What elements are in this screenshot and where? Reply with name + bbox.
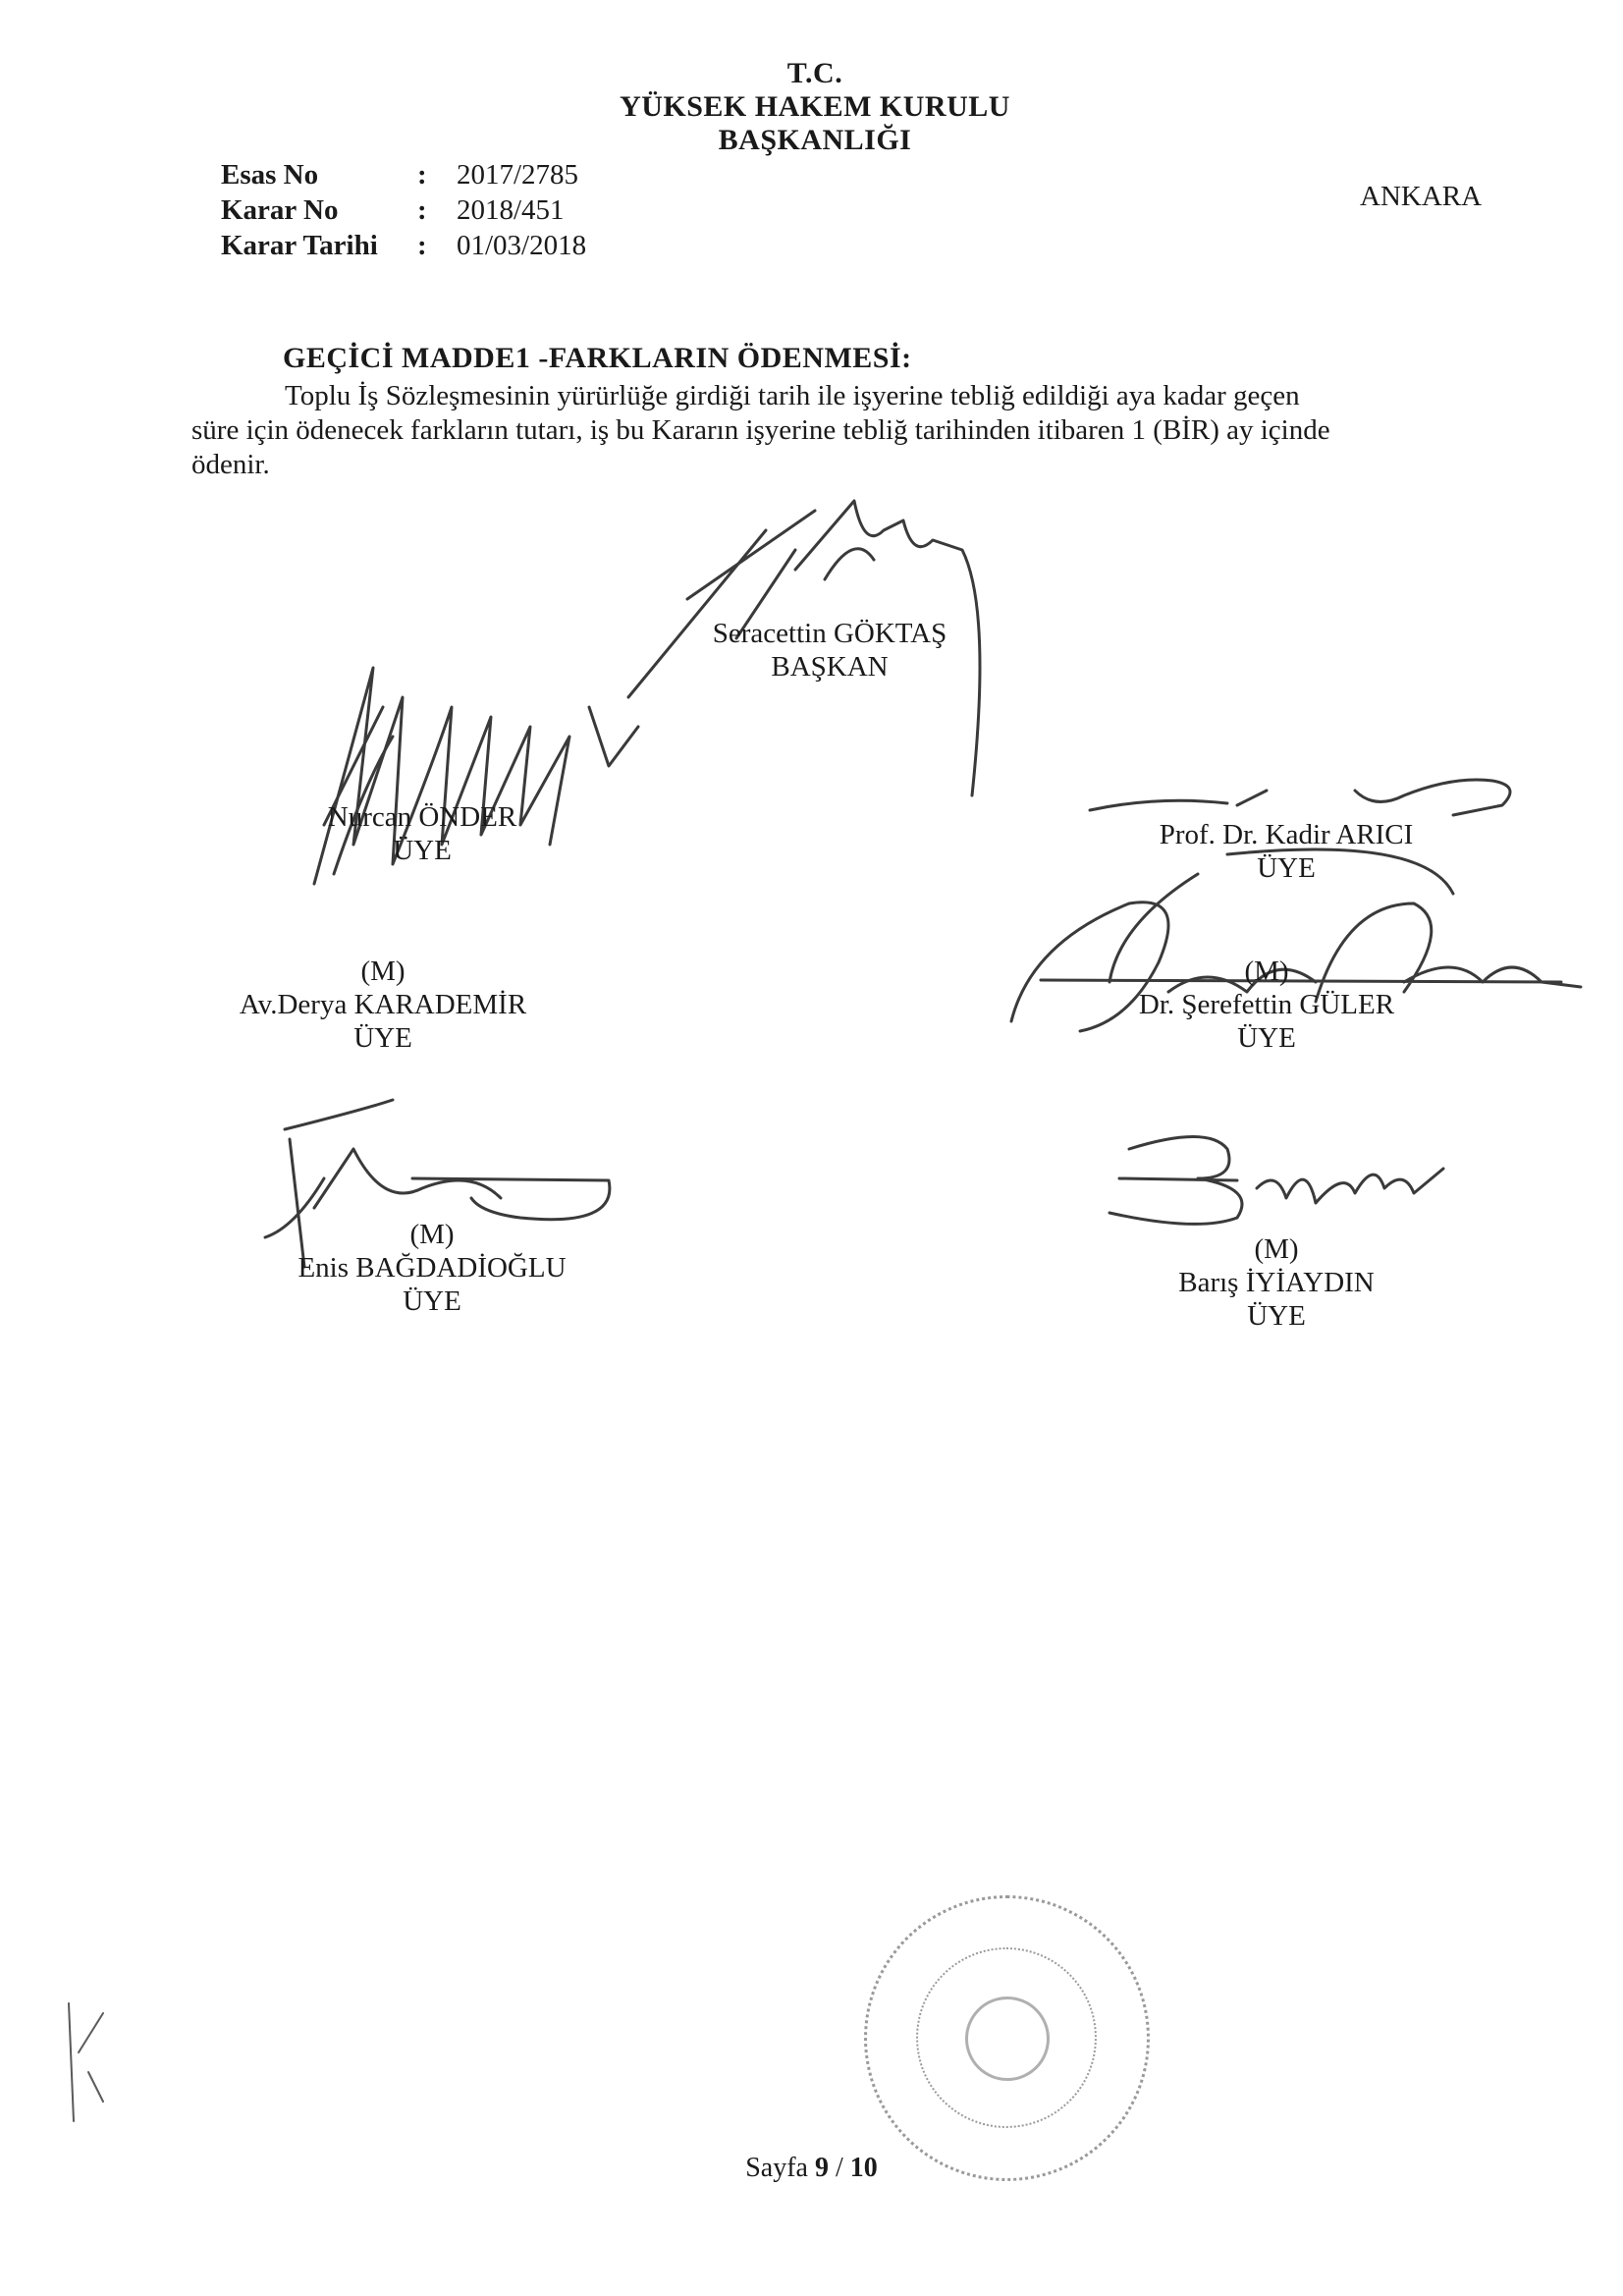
article-line-1: Toplu İş Sözleşmesinin yürürlüğe girdiği tarih ile işyerine tebliğ edildiği aya kadar geçen bbox=[285, 380, 1300, 411]
page-label: Sayfa bbox=[745, 2153, 808, 2183]
bagdadioglu-mark: (M) bbox=[409, 1219, 455, 1250]
signature-iyiaydin bbox=[1090, 1120, 1463, 1237]
article-line-3: ödenir. bbox=[191, 449, 270, 480]
page-number bbox=[0, 2153, 1623, 2184]
institution-header bbox=[550, 57, 1080, 157]
goktas-name: Seracettin GÖKTAŞ bbox=[712, 618, 947, 649]
city: ANKARA bbox=[1360, 181, 1483, 212]
guler-name: Dr. Şerefettin GÜLER bbox=[1138, 989, 1395, 1020]
signatory-arici bbox=[1119, 818, 1453, 885]
official-seal bbox=[864, 1895, 1150, 2181]
onder-name: Nurcan ÖNDER bbox=[327, 801, 517, 833]
header-presidency: BAŞKANLIĞI bbox=[718, 124, 912, 156]
tarih-separator: : bbox=[417, 230, 427, 261]
guler-role: ÜYE bbox=[1237, 1022, 1296, 1054]
arici-name: Prof. Dr. Kadir ARICI bbox=[1159, 819, 1414, 850]
case-meta bbox=[221, 157, 586, 263]
signatory-goktas bbox=[668, 617, 992, 683]
signatory-onder bbox=[304, 800, 540, 867]
tarih-row bbox=[221, 228, 586, 263]
official-seal-emblem bbox=[965, 1996, 1050, 2081]
margin-initial bbox=[49, 1994, 128, 2131]
signatory-karademir bbox=[216, 955, 550, 1055]
header-tc: T.C. bbox=[786, 57, 843, 89]
esas-value: 2017/2785 bbox=[457, 159, 579, 191]
bagdadioglu-name: Enis BAĞDADİOĞLU bbox=[298, 1252, 567, 1284]
iyiaydin-role: ÜYE bbox=[1247, 1300, 1306, 1332]
iyiaydin-name: Barış İYİAYDIN bbox=[1178, 1267, 1375, 1298]
arici-role: ÜYE bbox=[1257, 852, 1316, 884]
signatory-guler bbox=[1080, 955, 1453, 1055]
page-current: 9 bbox=[814, 2153, 829, 2183]
signatory-bagdadioglu bbox=[245, 1218, 619, 1318]
karar-separator: : bbox=[417, 194, 427, 226]
goktas-role: BAŞKAN bbox=[771, 651, 889, 683]
guler-mark: (M) bbox=[1244, 956, 1289, 987]
article-body bbox=[191, 379, 1527, 482]
page-separator: / bbox=[835, 2153, 843, 2183]
tarih-value: 01/03/2018 bbox=[457, 230, 587, 261]
iyiaydin-mark: (M) bbox=[1254, 1233, 1299, 1265]
karademir-name: Av.Derya KARADEMİR bbox=[239, 989, 527, 1020]
article-heading: GEÇİCİ MADDE1 -FARKLARIN ÖDENMESİ: bbox=[283, 342, 912, 374]
page-total: 10 bbox=[849, 2153, 878, 2183]
karar-label: Karar No bbox=[221, 194, 339, 226]
esas-row bbox=[221, 157, 586, 192]
karar-row bbox=[221, 192, 586, 228]
esas-separator: : bbox=[417, 159, 427, 191]
header-court-name: YÜKSEK HAKEM KURULU bbox=[620, 90, 1010, 123]
karademir-mark: (M) bbox=[360, 956, 406, 987]
onder-role: ÜYE bbox=[393, 835, 452, 866]
tarih-label: Karar Tarihi bbox=[221, 230, 378, 261]
esas-label: Esas No bbox=[221, 159, 319, 191]
signatory-iyiaydin bbox=[1109, 1232, 1443, 1333]
karar-value: 2018/451 bbox=[457, 194, 565, 226]
bagdadioglu-role: ÜYE bbox=[403, 1285, 461, 1317]
article-line-2: süre için ödenecek farkların tutarı, iş bu Kararın işyerine tebliğ tarihinden itibaren 1 (BİR) ay içinde bbox=[191, 414, 1330, 446]
karademir-role: ÜYE bbox=[353, 1022, 412, 1054]
